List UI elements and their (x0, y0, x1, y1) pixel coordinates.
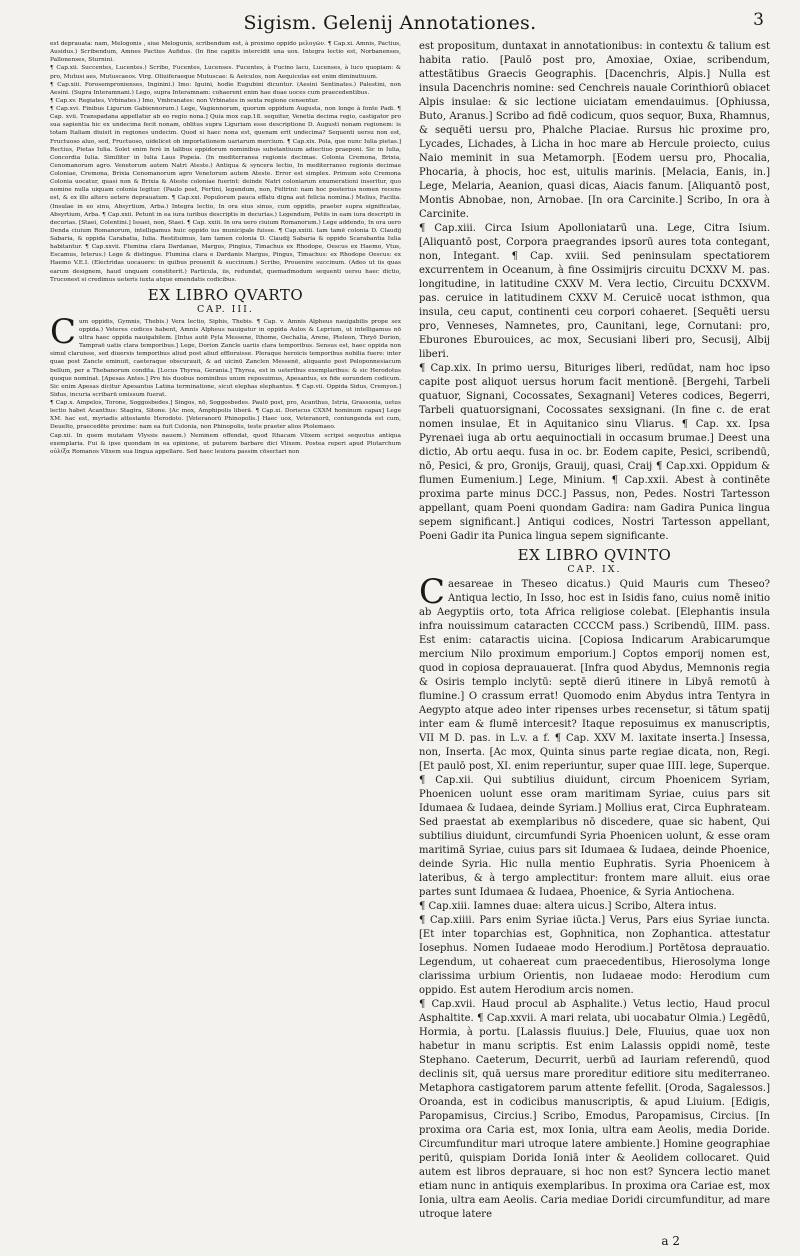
right-paragraph-1: est propositum, duntaxat in annotationibus: in contextu & talium est habita ratio. [Paulō post pro, Amoxiae, Oxiae, scribendum, attestātibus Graecis Geographis. [Dacenchris, Alpis.] Nulla est insula Dacenchris nomine: sed Cenchreis nauale Corinthiorū obiacet Alpis insulae: & sic lectione uiciatam emendauimus. [Ophiussa, Buto, Aranus.] Scribo ad fidē codicum, quos sequor, Buxa, Rhamnus, & sequēti uersu pro, Phalche Placiae. Rursus hic proxime pro, Lycades, Lichades, à Licha in hoc mare ab Hercule proiecto, cuius Naio meminit in sua Metamorph. [Eodem uersu pro, Phocalia, Phocaria, à phocis, hoc est, uitulis marinis. [Melacia, Eanis, in.] Lege, Melaria, Aeanion, quasi dicas, Aiacis fanum. [Aliquantō post, Montis Abnobae, non, Arnobae. [In ora Carcinite.] Scribo, In ora à Carcinite. (419, 41, 770, 220)
right-paragraph-4: Caesareae in Theseo dicatus.) Quid Mauris cum Theseo? Antiqua lectio, In Isso, hoc est in Isidis fano, cuius nomē initio ab Aegyptiis orto, tota Africa religiose colebat. [Elephantis insula infra nouissimum cataracten CCCCM pass.) Scribendū, IIIM. pass. Est enim: cataractis uicina. [Copiosa Indicarum Arabicarumque mercium Nilo proximum emporium.] Coptos emporij nomen est, quod in copiosa deprauauerat. [Infra quod Abydus, Memnonis regia & Osiris templo inclytū: septē dierū itinere in Libyā remotū à flumine.] O crassum errat! Quomodo enim Abydus intra Tentyra in Aegypto atque adeo inter ripenses urbes recensetur, si tātum spatij inter eam & flumē intercesit? Itaque reposuimus ex manuscriptis, VII M D. pas. in L.v. a f. ¶ Cap. XXV M. laxitate inserta.] Insessa, non, Inserta. [Ac mox, Quinta sinus parte regiae dicata, non, Regi. [Et paulō post, XI. enim reperiuntur, super quae IIII. lege, Superque. ¶ Cap.xii. Qui subtilius diuidunt, circum Phoenicem Syriam, Phoenicen uolunt esse oram maritimam Syriae, cuius pars sit Idumaea & Iudaea, deinde Syriam.] Mollius erat, Circa Euphrateam. Sed praestat ab exemplaribus nō discedere, quae sic habent, Qui subtilius diuidunt, circumfundi Syria Phoenicen uolunt, & esse oram maritimā Syriae, cuius pars sit Idumaea & Iudaea, deinde Phoenice, deinde Syria. Hic nulla mentio Euphratis. Syria Phoenicem à lateribus, & à tergo amplectitur: frontem mare alluit. eius orae partes sunt Idumaea & Iudaea, Phoenice, & Syria Antiochena. (419, 572, 770, 898)
left-paragraph-5: ¶ Cap.xvi. Finibus Ligurum Gabiennorum.) Lege, Vagiennorum, quorum oppidum Augusta, non longe à fonte Padi. ¶ Cap. xvii. Transpadana appellatur ab eo regio nona.] Quia mox cap.18. sequitur, Venetia decima regio, castigator pro sua sapientia hic ex undecima fecit nonam, oblitus supra Liguriam esse descriptione D. Augusti nonam regionem: is totam Italiam diuisit in regiones undecim. Quod si haec nona est, quenam erit undecima? Sequenti uersu non est, Fructuoso aluo, sed, Fructuoso, uidelicet ob importationem uariarum mercium. ¶ Cap.xix. Pola, que nunc Iulia pietas.] Rectius, Pietas Iulia. Solet enim ferè in talibus oppidorum nominibus substantiuum adiectiuo praeponi. Sic in Iulia, Concordia Iulia. Similiter in Iulia Laus Popeia. (In mediterranea regionis decimae. Colonia Cremona, Brixia, Cenomanorum agro. Venetorum autem Natri Ateste.) Antiqua & syncera lectio, In mediterraneo regionis decimae Coloniae, Cremona, Brixia Cenomanorum agro Venetorum autem Ateste. Error est simplex. Primum solo Cremona Colonia uocatur, quasi non & Brixia & Ateste coloniae fuerint: deinde Natri coloniarum enumerationi inseritur, quo nomine nulla uiquam colonia legitur. (Paulo post, Fertini, legendum, non, Feltrini: nam hoc posterius nomen recens est, & ex illo altero uetere deprauatum. ¶ Cap.xxi. Populorum pauca effatu digna aut felicia nomina.) Melius, Facilia. (Insulae in eo sinu, Absyrtium, Arba.) Integra lectio, In ora eius sinus, cum oppidis, praeter supra significatas, Absyrtium, Arba. ¶ Cap.xxii. Petunt in ea iura iuribus descriptis in decurias.) Legendum, Petiis in eam iura descripti in decurias. [Staei, Colentini.] Issaei, non, Staei. ¶ Cap. xxiii. In ora uero ciuium Romanorum.) Lege addendo, In ora uero Denda ciuium Romanorum, intelligamus huic oppido ius municipale fuisse. ¶ Cap.xxiiii. Iam tamē colonia D. Claudij Sabaria, & oppida Carabatia, Iulia. Restituimus, Iam tamen colonia D. Claudij Sabaria & oppido Scarabantia Iulia habitantur. ¶ Cap.xxvii. Flumina clara Dardanae, Margus, Pingius, Timachus ex Rhodope, Oescus ex Haemo, Vtus, Escamus, Ieterus.) Lege & distingue. Flumina clara e Dardanis Margus, Pingus, Timachus: ex Rhodope Oescus: ex Haemo V.E.I. (Electridas uocauere: in quibus prouenit & succinum.) Scribo, Prouenire succinum. (Adeo ut iis quas earum designem, haud unquam constiterit.) Particula, iis, redundat, quemadmodum sequenti uersu haec dictio, Truconest si credimus ueteris iuxta atque emendatis codicibus. (50, 106, 401, 283)
left-paragraph-6: Cum oppidis, Gymnis, Thebis.) Vera lectio, Siphis, Thebis. ¶ Cap. v. Amnis Alpheus nauigabilis prope sex oppida.) Veteres codices habent, Amnis Alpheus nauigatur in oppida Aulos & Leprium, ut intelligamus nō ultra haec oppida nauigabilem. [Intus autē Pyla Messene, Ithome, Oechalia, Arene, Pteleon, Thryō Dorion, Tampraē uatis clara temporibus.] Lege, Dorion Zancle uariis clara temporibus. Sensus est, haec oppida non simul claruisse, sed diuersis temporibus aliud post aliud effloruisse. Pleraque heroicis temporibus nobilia fuere: inter quae post Zancle eminuit, caeteraque obscurauit, & ad uicinū Zanclen Messenē, aliquanto post Peloponnesiacum bellum, per a Thebanorum condita. [Locus Thyrea, Gerania.] Thyrea, est in ueteribus exemplaribus: & sic Herodotus quoque nominat. [Apesas Antes.] Pro his duobus nominibus unum reposuimus, Apesantus, ex fide eorundem codicum. Sic enim Apesas dicitur Apesantus Latina terminatione, sicut elephas elephantus. ¶ Cap.vii. Oppida Sidus, Cremyon.] Sidus, incuria scribarū omissum fuerat. (50, 311, 401, 398)
right-paragraph-6: ¶ Cap.xiiii. Pars enim Syriae iūcta.] Verus, Pars eius Syriae iuncta. [Et inter toparchias est, Gophnitica, non Zophantica. attestatur Iosephus. Nomen Iudaeae modo Herodium.] Portētosa deprauatio. Legendum, ut cohaereat cum praecedentibus, Hierosolyma longe clarissima urbium Orientis, non Iudaeae modo: Herodium cum oppido. Est autem Herodium arcis nomen. (419, 915, 770, 996)
left-paragraph-4: ¶ Cap.xv. Regiates, Vrbinates.) Imo, Vmbranates: non Vrbinates in sexta regione censentur. (50, 97, 320, 104)
text-columns (50, 40, 770, 1222)
left-column (50, 40, 401, 1222)
left-paragraph-8: Cap.xii. In quem mutatam Vlyssis nauem.) Neminem offendat, quod Ithacam Vlixem scripsi sequutus antiqua exemplaria. Fui & ipse quondam in ea opinione, ut putarem barbare dici Vlixem. Postea reperi apud Plutarchum οὐλίξα Romanos Vlixem sua lingua appellare. Sed haec leuiora passim cōsectari non (50, 432, 401, 455)
chapter-heading-5: CAP. IX. (567, 564, 622, 575)
right-paragraph-2: ¶ Cap.xiii. Circa Isium Apolloniatarū una. Lege, Citra Isium. [Aliquantō post, Corpora praegrandes ipsorū aures tota contegant, non, Integant. ¶ Cap. xviii. Sed peninsulam spectatiorem excurrentem in Oceanum, à fine Ossimijris circuitu DCXXV M. pas. longitudine, in latitudine CXXV M. Vera lectio, Circuitu DCXXVM. pas. ceruice in latitudinem CXXV M. Ceruicē uocat isthmon, qua insula, ceu caput, continenti ceu corpori cohaeret. [Sequēti uersu pro, Venneses, Namnetes, pro, Caunitani, lege, Cornutani: pro, Eburones Eburouices, ac mox, Secusiani liberi pro, Secusij, Albij liberi. (419, 223, 770, 360)
signature-mark: a 2 (661, 1234, 680, 1248)
right-column (419, 40, 770, 1222)
left-paragraph-1: est deprauata: nam, Melogonis , siue Melogunis, scribendum est, à proximo oppido μελογῶν. ¶ Cap.xi. Amnis, Pactius, Ausidus.) Scribendum, Amnes Pactius Aufidus. (In fine capitis intercidit una uox. Integra lectio est, Norbanenses, Pallonenses, Sturnini. (50, 41, 401, 64)
running-title: Sigism. Gelenij Annotationes. (243, 12, 537, 34)
right-paragraph-3: ¶ Cap.xix. In primo uersu, Bituriges liberi, redūdat, nam hoc ipso capite post aliquot uersus horum facit mentionē. [Bergehi, Tarbeli quatuor, Signani, Cocossates, Sexagnani] Veteres codices, Begerri, Tarbeli quatuorsignani, Cocossates sexsignani. (In fine c. de erat nomen insulae, Et in Aquitanico sinu Vliarus. ¶ Cap. xx. Ipsa Pyrenaei iuga ab ortu aequinoctiali in occasum brumae.] Deest una dictio, Ab ortu aequ. fusa in oc. br. Eodem capite, Pesici, scribendū, nō, Pesici, & pro, Gronijs, Grauij, quasi, Craij ¶ Cap.xxi. Oppidum & flumen Eumenium.] Lege, Minium. ¶ Cap.xxii. Abest à continēte proxima parte minus DCC.] Passus, non, Pedes. Nostri Tartesson appellant, quam Poeni quondam Gadira: nam Gadira Punica lingua sepem significant.] Antiqui codices, Nostri Tartesson appellant, Poeni Gadir ita Punica lingua sepem significante. (419, 363, 770, 542)
book-heading-5: EX LIBRO QVINTO (517, 546, 672, 564)
left-paragraph-3: ¶ Cap.xiii. Forosempronienses, Inginini.) Imo: Iguini, hodie Eugubini dicuntur. (Aesini Sentinates.) Palestini, non Aesini. (Supra Interamnani.) Lego, supra Interamnam: cohaerent enim hae duae uoces cum praecedentibus. (50, 81, 401, 96)
chapter-heading-4: CAP. III. (197, 303, 254, 315)
left-paragraph-7: ¶ Cap.x. Ampelos, Torone, Soggosbedes.] Singos, nō, Soggosbedes. Paulō post, pro, Acanthus, Istria, Grassonia, uetus lectio habet Acanthus: Stagira, Sitone. [Ac mox, Amphipolis liberā. ¶ Cap.xi. Doriscus CXXM hominum capax] Lege XM. hac est, myriadis attestante Herodoto. [Veteranorū Phinopolis.] Haec uox, Veteranorū, coniungenda est cum, Deuelto, praecedēte proxime: nam ea fuit Colonia, non Phinopolis, teste praeter alios Ptolemaeo. (50, 400, 401, 431)
right-paragraph-7: ¶ Cap.xvii. Haud procul ab Asphalite.) Vetus lectio, Haud procul Asphaltite. ¶ Cap.xxvii. A mari relata, ubi uocabatur Olmia.) Legēdū, Hormia, à portu. [Lalassis fluuius.] Dele, Fluuius, quae uox non habetur in manu scriptis. Est enim Lalassis oppidi nomē, teste Stephano. Caeterum, Decurrit, uerbū ad Iauriam referendū, quod declinis sit, quā uersus mare proreditur editiore situ mediterraneo. Metaphora castigatorem parum attente fefellit. [Oroda, Sagalessos.] Oroanda, est in codicibus manuscriptis, & apud Liuium. [Edigis, Paropamisus, Circius.] Scribo, Emodus, Paropamisus, Circius. [In proxima ora Caria est, mox Ionia, ultra eam Aeolis, media Doride. Circumfunditur mari utroque latere ambiente.] Homine geographiae peritū, quispiam Dorida Ioniā inter & Aeolidem collocaret. Quid autem est libros deprauare, si hoc non est? Syncera lectio manet etiam nunc in antiquis exemplaribus. In proxima ora Cariae est, mox Ionia, ultra eam Aeolis. Caria mediae Doridi circumfunditur, ad mare utroque latere (419, 999, 770, 1220)
book-heading-4: EX LIBRO QVARTO (147, 285, 304, 304)
page-header (50, 8, 770, 40)
right-paragraph-5: ¶ Cap.xiii. Iamnes duae: altera uicus.] Scribo, Altera intus. (419, 901, 717, 912)
left-paragraph-2: ¶ Cap.xii. Succentes, Lucentes.) Scribo, Fucentes, Lucenses. Fucentes, à Fucino lacu, Lucenses, à luco quopiam: & pro, Mutusi aes, Mutuscaeos. Virg. Oliuiferaeque Mutuscae: & Aeiculos, non Aequicolas est enim diminutiuum. (50, 65, 401, 80)
page-number: 3 (753, 10, 764, 30)
